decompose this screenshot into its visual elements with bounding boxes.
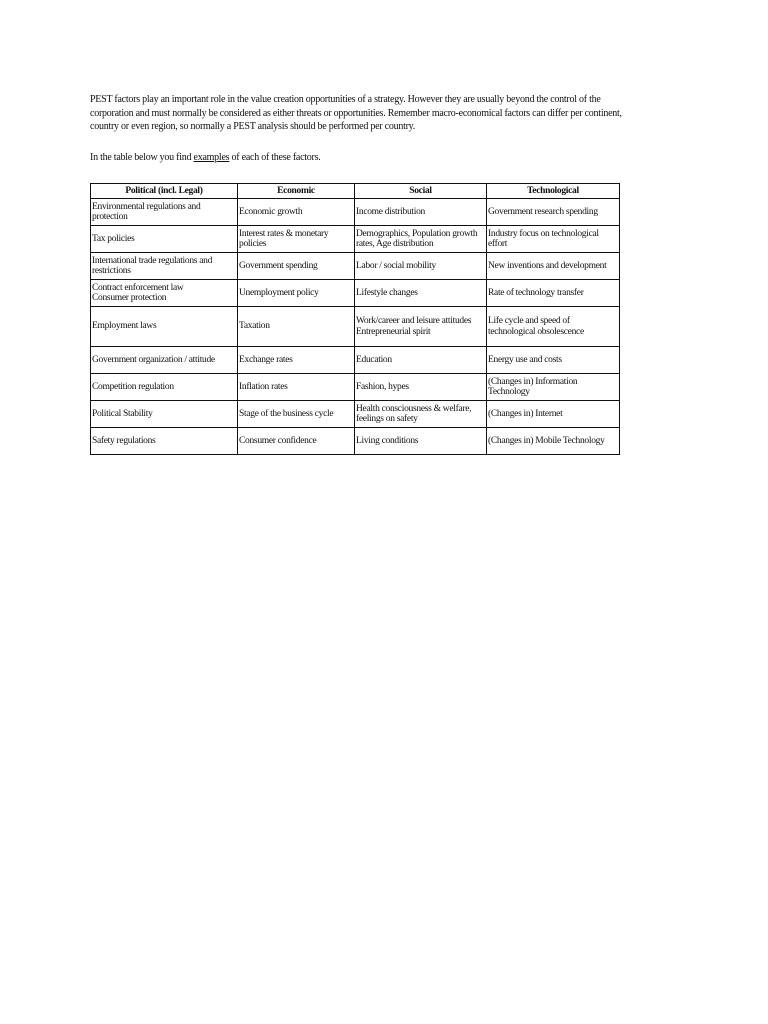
- cell-text: Exchange rates: [239, 354, 293, 365]
- cell-text: Government spending: [239, 260, 318, 271]
- cell-technological: [487, 307, 620, 347]
- cell-political: [91, 347, 238, 374]
- cell-text: Government research spending: [488, 206, 598, 217]
- cell-technological: [487, 401, 620, 428]
- cell-text: Taxation: [239, 321, 270, 332]
- table-lead-sentence: [90, 151, 321, 164]
- cell-text: Fashion, hypes: [356, 381, 409, 392]
- cell-social: [355, 307, 487, 347]
- cell-text: Income distribution: [356, 206, 425, 217]
- intro-paragraph: [90, 93, 690, 134]
- cell-economic: [238, 226, 355, 253]
- cell-social: [355, 199, 487, 226]
- cell-technological: [487, 280, 620, 307]
- cell-text: Rate of technology transfer: [488, 287, 584, 298]
- cell-text: Economic growth: [239, 206, 303, 217]
- table-row: [91, 374, 620, 401]
- table-row: [91, 401, 620, 428]
- cell-economic: [238, 307, 355, 347]
- cell-social: [355, 347, 487, 374]
- cell-text: Industry focus on technological effort: [488, 228, 599, 249]
- header-technological: Technological: [487, 184, 620, 199]
- table-row: [91, 226, 620, 253]
- cell-political: [91, 374, 238, 401]
- table-row: [91, 280, 620, 307]
- cell-text: Safety regulations: [92, 435, 156, 446]
- cell-political: [91, 253, 238, 280]
- cell-social: [355, 401, 487, 428]
- cell-text: Political Stability: [92, 408, 153, 419]
- cell-economic: [238, 401, 355, 428]
- intro-line: PEST factors play an important role in the value creation opportunities of a strategy. However they are usually beyond the control of the: [90, 94, 601, 105]
- cell-political: [91, 280, 238, 307]
- lead-text-after: of each of these factors.: [229, 152, 321, 163]
- cell-political: [91, 226, 238, 253]
- cell-text: Employment laws: [92, 321, 157, 332]
- cell-text: Unemployment policy: [239, 287, 319, 298]
- cell-text: (Changes in) Information Technology: [488, 376, 578, 397]
- cell-text: Energy use and costs: [488, 354, 562, 365]
- cell-text: Living conditions: [356, 435, 419, 446]
- examples-link[interactable]: examples: [193, 152, 230, 163]
- pest-factors-table: [90, 183, 620, 455]
- cell-text: Inflation rates: [239, 381, 288, 392]
- cell-text: Lifestyle changes: [356, 287, 418, 298]
- cell-text: Stage of the business cycle: [239, 408, 334, 419]
- cell-technological: [487, 428, 620, 455]
- header-economic: Economic: [238, 184, 355, 199]
- cell-text: Interest rates & monetary policies: [239, 228, 329, 249]
- table-body: [91, 199, 620, 455]
- cell-social: [355, 226, 487, 253]
- cell-social: [355, 374, 487, 401]
- table-row: [91, 307, 620, 347]
- cell-technological: [487, 347, 620, 374]
- cell-text: Consumer confidence: [239, 435, 317, 446]
- cell-social: [355, 428, 487, 455]
- cell-economic: [238, 280, 355, 307]
- cell-text: Tax policies: [92, 233, 135, 244]
- cell-text: Demographics, Population growth rates, Age distribution: [356, 228, 478, 249]
- cell-text: Contract enforcement law: [92, 282, 184, 293]
- intro-line: corporation and must normally be considered as either threats or opportunities. Remember macro-economical factors can differ per continent,: [90, 107, 622, 119]
- cell-technological: [487, 253, 620, 280]
- cell-economic: [238, 374, 355, 401]
- cell-social: [355, 253, 487, 280]
- cell-text: Environmental regulations and protection: [92, 201, 201, 222]
- cell-text: Life cycle and speed of technological obsolescence: [488, 316, 584, 337]
- cell-text: International trade regulations and restrictions: [92, 255, 213, 276]
- cell-text: Education: [356, 354, 392, 365]
- table-row: [91, 428, 620, 455]
- cell-social: [355, 280, 487, 307]
- cell-technological: [487, 226, 620, 253]
- cell-political: [91, 307, 238, 347]
- header-political: Political (incl. Legal): [91, 184, 238, 199]
- cell-text: Entrepreneurial spirit: [356, 326, 431, 337]
- cell-text: Health consciousness & welfare, feelings on safety: [356, 403, 472, 424]
- cell-economic: [238, 253, 355, 280]
- table-row: [91, 347, 620, 374]
- table-header-row: [91, 184, 620, 199]
- cell-political: [91, 199, 238, 226]
- cell-political: [91, 401, 238, 428]
- intro-line: country or even region, so normally a PEST analysis should be performed per country.: [90, 121, 416, 132]
- table-row: [91, 253, 620, 280]
- cell-text: Labor / social mobility: [356, 260, 436, 271]
- cell-text: New inventions and development: [488, 260, 607, 271]
- cell-text: (Changes in) Internet: [488, 408, 563, 419]
- cell-economic: [238, 199, 355, 226]
- cell-text: Consumer protection: [92, 293, 167, 303]
- cell-text: Government organization / attitude: [92, 354, 215, 365]
- lead-text-before: In the table below you find: [90, 152, 194, 163]
- cell-economic: [238, 347, 355, 374]
- cell-technological: [487, 199, 620, 226]
- cell-technological: [487, 374, 620, 401]
- cell-text: Work/career and leisure attitudes: [356, 316, 472, 326]
- cell-text: (Changes in) Mobile Technology: [488, 435, 605, 446]
- table-row: [91, 199, 620, 226]
- cell-economic: [238, 428, 355, 455]
- cell-political: [91, 428, 238, 455]
- header-social: Social: [355, 184, 487, 199]
- cell-text: Competition regulation: [92, 381, 174, 392]
